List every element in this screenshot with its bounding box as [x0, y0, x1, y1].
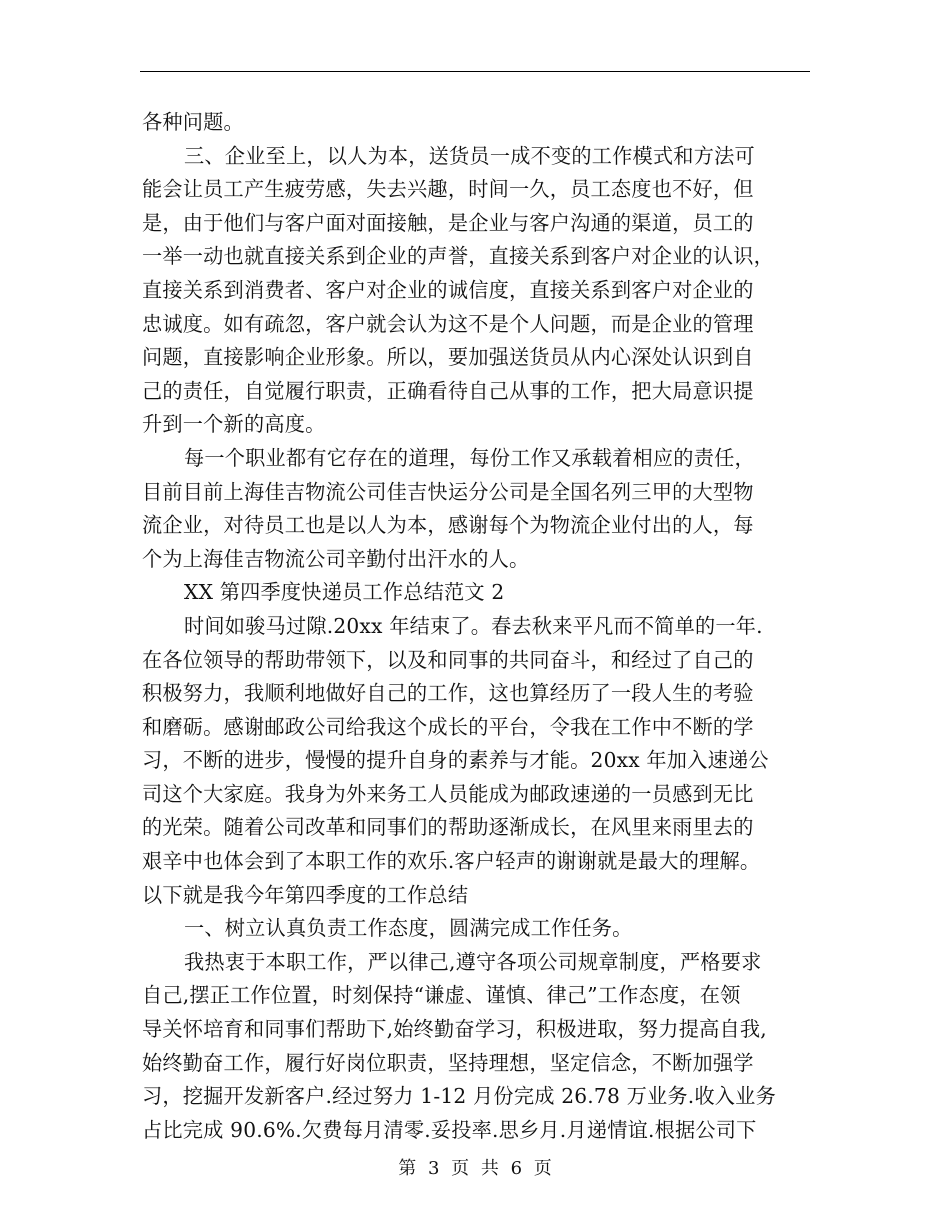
- section-heading: XX 第四季度快递员工作总结范文 2: [184, 580, 505, 605]
- text-line: 忠诚度。如有疏忽，客户就会认为这不是个人问题，而是企业的管理: [142, 311, 754, 336]
- text-line: 升到一个新的高度。: [142, 412, 326, 437]
- text-line: 艰辛中也体会到了本职工作的欢乐.客户轻声的谢谢就是最大的理解。: [142, 849, 761, 874]
- text-line: 目前目前上海佳吉物流公司佳吉快运分公司是全国名列三甲的大型物: [142, 479, 754, 504]
- text-line: 习，挖掘开发新客户.经过努力 1-12 月份完成 26.78 万业务.收入业务: [142, 1084, 776, 1109]
- text-line: 和磨砺。感谢邮政公司给我这个成长的平台，令我在工作中不断的学: [142, 714, 754, 739]
- text-line: 导关怀培育和同事们帮助下,始终勤奋学习，积极进取，努力提高自我,: [142, 1017, 767, 1042]
- text-line: 在各位领导的帮助带领下，以及和同事的共同奋斗，和经过了自己的: [142, 647, 754, 672]
- text-line: 我热衷于本职工作，严以律己,遵守各项公司规章制度，严格要求: [184, 949, 762, 974]
- text-line: 始终勤奋工作，履行好岗位职责，坚持理想，坚定信念，不断加强学: [142, 1050, 754, 1075]
- text-line: 己的责任，自觉履行职责，正确看待自己从事的工作，把大局意识提: [142, 378, 754, 403]
- text-line: 习，不断的进步，慢慢的提升自身的素养与才能。20xx 年加入速递公: [142, 748, 769, 773]
- text-line: 流企业，对待员工也是以人为本，感谢每个为物流企业付出的人，每: [142, 513, 754, 538]
- header-rule: [140, 71, 810, 72]
- page-number: 第 3 页 共 6 页: [398, 1158, 552, 1179]
- text-line: 自己,摆正工作位置，时刻保持“谦虚、谨慎、律己”工作态度，在领: [142, 983, 741, 1008]
- text-line: 三、企业至上，以人为本，送货员一成不变的工作模式和方法可: [184, 143, 755, 168]
- text-line: 各种问题。: [142, 110, 244, 134]
- text-line: 一举一动也就直接关系到企业的声誉，直接关系到客户对企业的认识，: [142, 244, 775, 269]
- text-line: 以下就是我今年第四季度的工作总结: [142, 882, 469, 907]
- text-line: 积极努力，我顺利地做好自己的工作，这也算经历了一段人生的考验: [142, 681, 754, 706]
- text-line: 占比完成 90.6%.欠费每月清零.妥投率.思乡月.月递情谊.根据公司下: [142, 1117, 757, 1142]
- text-line: 每一个职业都有它存在的道理，每份工作又承载着相应的责任，: [184, 445, 755, 470]
- text-line: 时间如骏马过隙.20xx 年结束了。春去秋来平凡而不简单的一年.: [184, 613, 763, 638]
- text-line: 司这个大家庭。我身为外来务工人员能成为邮政速递的一员感到无比: [142, 781, 754, 806]
- text-line: 的光荣。随着公司改革和同事们的帮助逐渐成长，在风里来雨里去的: [142, 815, 754, 840]
- text-line: 问题，直接影响企业形象。所以，要加强送货员从内心深处认识到自: [142, 345, 754, 370]
- text-line: 是，由于他们与客户面对面接触，是企业与客户沟通的渠道，员工的: [142, 210, 754, 235]
- text-line: 个为上海佳吉物流公司辛勤付出汗水的人。: [142, 546, 530, 571]
- text-line: 直接关系到消费者、客户对企业的诚信度，直接关系到客户对企业的: [142, 277, 754, 302]
- text-line: 一、树立认真负责工作态度，圆满完成工作任务。: [184, 916, 633, 941]
- text-line: 能会让员工产生疲劳感，失去兴趣，时间一久，员工态度也不好，但: [142, 177, 754, 202]
- document-body: [142, 106, 812, 1147]
